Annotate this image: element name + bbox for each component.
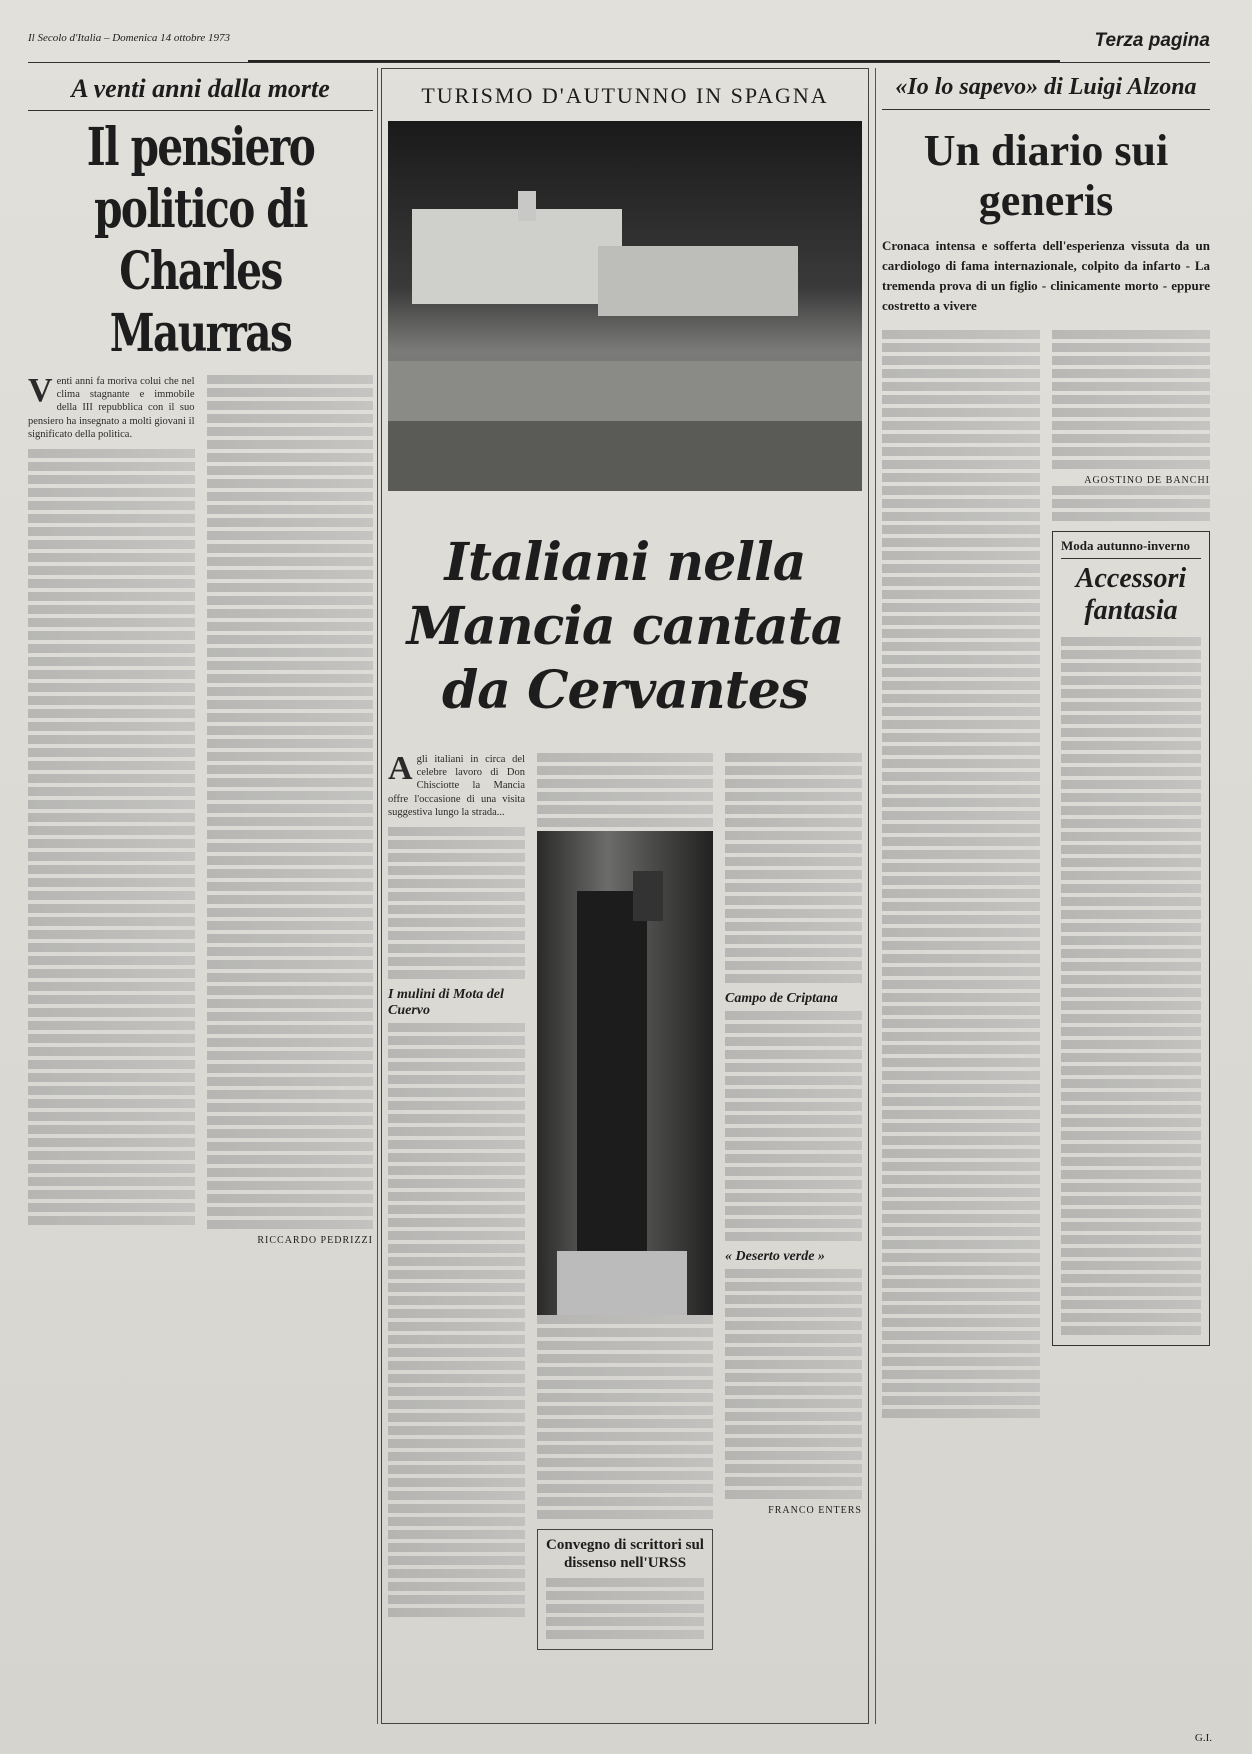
subhead: « Deserto verde » bbox=[725, 1249, 825, 1264]
masthead-date: Il Secolo d'Italia – Domenica 14 ottobre 1973 bbox=[28, 32, 231, 44]
photo-church bbox=[388, 121, 862, 491]
byline: RICCARDO PEDRIZZI bbox=[257, 1235, 373, 1246]
kicker: TURISMO D'AUTUNNO IN SPAGNA bbox=[421, 83, 829, 108]
lead-paragraph: Agli italiani in circa del celebre lavoro di Don Chisciotte la Mancia offre l'occasione di una visita suggestiva lungo la strada... bbox=[388, 750, 525, 818]
deck: Cronaca intensa e sofferta dell'esperienza vissuta da un cardiologo di fama internazionale, colpito da infarto - La tremenda prova di un figlio - clinicamente morto - eppure costretto a vivere bbox=[882, 238, 1210, 313]
byline: AGOSTINO DE BANCHI bbox=[1084, 475, 1210, 486]
kicker: A venti anni dalla morte bbox=[71, 74, 330, 103]
headline: Italiani nella Mancia cantata da Cervantes bbox=[406, 532, 844, 721]
convegno-box bbox=[537, 1529, 713, 1650]
subhead: I mulini di Mota del Cuervo bbox=[388, 987, 504, 1019]
moda-box bbox=[1052, 531, 1210, 1346]
photo-statue bbox=[537, 831, 713, 1315]
article-spagna bbox=[381, 68, 869, 1724]
article-maurras bbox=[28, 68, 373, 1724]
box-tag: Moda autunno-inverno bbox=[1061, 538, 1190, 553]
page-number: G.I. bbox=[1194, 1732, 1212, 1744]
body-columns bbox=[28, 372, 373, 1246]
headline: Un diario sui generis bbox=[923, 126, 1169, 225]
headline: Il pensiero politico di Charles Maurras bbox=[86, 117, 315, 364]
article-diario bbox=[882, 68, 1210, 1724]
section-label: Terza pagina bbox=[1094, 30, 1210, 51]
subhead: Campo de Criptana bbox=[725, 991, 838, 1006]
byline: FRANCO ENTERS bbox=[768, 1505, 862, 1516]
box-title: Accessori fantasia bbox=[1075, 563, 1187, 626]
masthead bbox=[28, 26, 1210, 62]
kicker: «Io lo sapevo» di Luigi Alzona bbox=[895, 74, 1197, 100]
box-title: Convegno di scrittori sul dissenso nell'URSS bbox=[546, 1537, 704, 1571]
lead-paragraph: Venti anni fa moriva colui che nel clima stagnante e immobile della III repubblica con il suo pensiero ha insegnato a molti giovani il significato della politica. bbox=[28, 372, 195, 440]
